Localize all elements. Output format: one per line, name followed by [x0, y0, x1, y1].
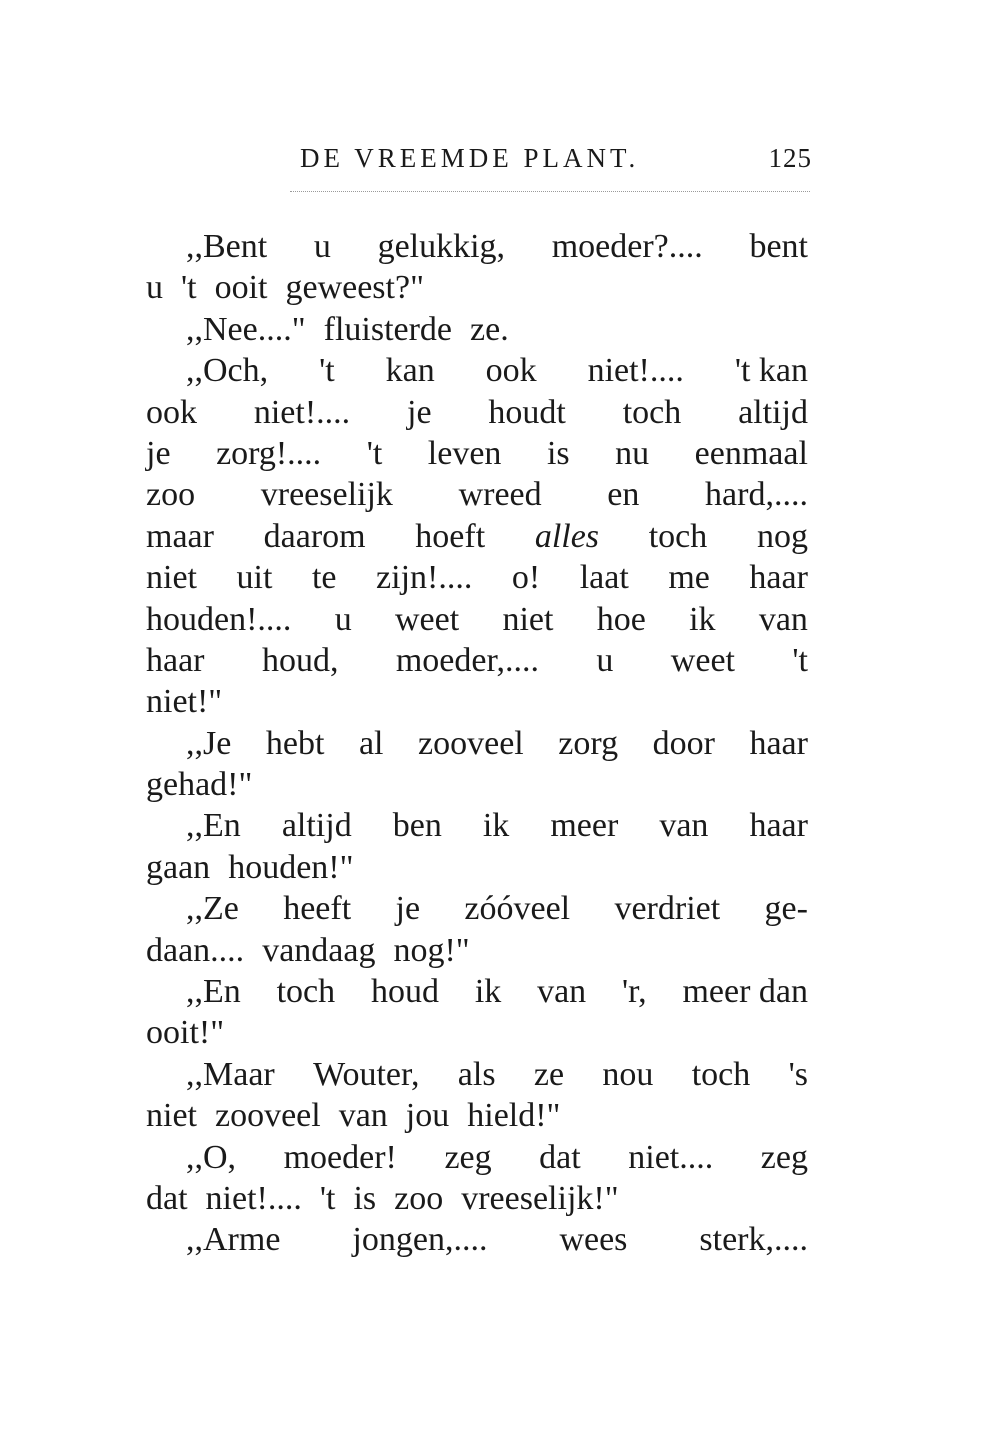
word: leven — [427, 434, 502, 472]
word: houdt — [488, 393, 566, 431]
word: zoo — [146, 476, 196, 514]
word: hard,.... — [705, 476, 808, 514]
word: o! — [511, 559, 541, 597]
word: is — [546, 434, 570, 472]
word: 'r, — [622, 973, 647, 1011]
word: niet!" — [146, 683, 223, 721]
body-text — [146, 226, 808, 1261]
word: vandaag — [262, 931, 376, 969]
word: u — [334, 600, 352, 638]
word: vreeselijk — [260, 476, 393, 514]
header-rule — [290, 191, 810, 192]
word: zooveel — [418, 724, 524, 762]
word: houden!" — [228, 848, 354, 886]
word: ze — [533, 1055, 565, 1093]
word: zóóveel — [464, 890, 571, 928]
word: hoeft — [415, 517, 486, 555]
word: u — [146, 269, 163, 307]
word: 't — [181, 269, 197, 307]
text-line — [146, 392, 808, 433]
word: alles — [534, 517, 600, 555]
word: ik — [482, 807, 510, 845]
word: ,,En — [186, 973, 241, 1011]
word: toch — [276, 973, 336, 1011]
word: zorg — [558, 724, 619, 762]
word: houd — [370, 973, 439, 1011]
word: ,,Ze — [186, 890, 239, 928]
word: en — [607, 476, 640, 514]
text-line — [146, 516, 808, 557]
word: hebt — [265, 724, 325, 762]
page-number: 125 — [768, 143, 812, 173]
word: van — [758, 600, 808, 638]
word: ooit!" — [146, 1014, 225, 1052]
word: meer dan — [682, 973, 808, 1011]
word: uit — [236, 559, 273, 597]
word: daan.... — [146, 931, 245, 969]
word: ben — [392, 807, 442, 845]
word: gehad!" — [146, 766, 253, 804]
word: ,,O, — [186, 1138, 237, 1176]
word: dat — [146, 1179, 188, 1217]
word: door — [652, 724, 715, 762]
word: nu — [615, 434, 650, 472]
word: ge- — [764, 890, 808, 928]
word: 't kan — [734, 352, 808, 390]
text-line — [146, 557, 808, 598]
word: toch — [691, 1055, 751, 1093]
text-line — [146, 599, 808, 640]
word: nog!" — [393, 931, 470, 969]
word: haar — [749, 724, 808, 762]
text-line — [146, 1054, 808, 1095]
word: ,,Och, — [186, 352, 269, 390]
word: 't — [319, 352, 335, 390]
word: gelukkig, — [377, 228, 506, 265]
word: me — [668, 559, 710, 597]
word: ooit — [214, 269, 268, 307]
word: van — [537, 973, 587, 1011]
text-line — [146, 1095, 808, 1136]
text-line — [146, 847, 808, 888]
word: ze. — [470, 310, 509, 348]
word: ook — [485, 352, 537, 390]
word: is — [353, 1179, 377, 1217]
word: ,,Arme — [186, 1221, 281, 1259]
word: je — [407, 393, 432, 431]
text-line — [146, 640, 808, 681]
word: zijn!.... — [376, 559, 473, 597]
word: altijd — [281, 807, 352, 845]
word: toch — [622, 393, 682, 431]
word: houden!.... — [146, 600, 292, 638]
word: je — [146, 434, 171, 472]
word: ,,En — [186, 807, 241, 845]
word: niet — [146, 1097, 197, 1135]
word: zoo — [394, 1179, 444, 1217]
text-line — [146, 350, 808, 391]
word: niet — [502, 600, 554, 638]
word: daarom — [263, 517, 366, 555]
word: haar — [749, 807, 808, 845]
text-line — [146, 1219, 808, 1260]
word: Wouter, — [313, 1055, 420, 1093]
word: toch — [648, 517, 708, 555]
text-line — [146, 805, 808, 846]
word: u — [313, 228, 331, 265]
word: moeder,.... — [395, 641, 539, 679]
word: verdriet — [614, 890, 721, 928]
text-line — [146, 226, 808, 267]
word: haar — [749, 559, 808, 597]
word: ,,Nee...." — [186, 310, 306, 348]
word: niet!.... — [253, 393, 351, 431]
word: moeder?.... — [551, 228, 703, 265]
word: eenmaal — [694, 434, 808, 472]
word: wees — [559, 1221, 628, 1259]
word: altijd — [738, 393, 808, 431]
word: gaan — [146, 848, 211, 886]
word: zeg — [760, 1138, 808, 1176]
word: zeg — [444, 1138, 492, 1176]
word: bent — [749, 228, 808, 265]
word: ,,Bent — [186, 228, 268, 265]
word: jongen,.... — [352, 1221, 488, 1259]
text-line — [146, 930, 808, 971]
word: ik — [689, 600, 716, 638]
word: haar — [146, 641, 205, 679]
word: je — [395, 890, 421, 928]
word: nou — [602, 1055, 654, 1093]
word: sterk,.... — [699, 1221, 808, 1259]
word: nog — [756, 517, 808, 555]
word: weet — [394, 600, 460, 638]
word: te — [311, 559, 337, 597]
word: weet — [670, 641, 735, 679]
word: laat — [579, 559, 629, 597]
text-line — [146, 433, 808, 474]
text-line — [146, 474, 808, 515]
word: meer — [550, 807, 619, 845]
word: van — [659, 807, 709, 845]
word: dat — [539, 1138, 581, 1176]
word: 's — [788, 1055, 808, 1093]
running-header — [300, 143, 812, 183]
running-title: DE VREEMDE PLANT. — [300, 143, 640, 173]
word: u — [596, 641, 614, 679]
word: niet!.... — [205, 1179, 302, 1217]
word: kan — [385, 352, 435, 390]
word: niet!.... — [587, 352, 684, 390]
word: niet — [146, 559, 197, 597]
text-line — [146, 267, 808, 308]
word: hoe — [596, 600, 646, 638]
word: hield!" — [467, 1097, 561, 1135]
word: ,,Maar — [186, 1055, 275, 1093]
text-line — [146, 764, 808, 805]
word: houd, — [261, 641, 339, 679]
text-line — [146, 971, 808, 1012]
word: 't — [366, 434, 383, 472]
text-line — [146, 1137, 808, 1178]
word: 't — [792, 641, 808, 679]
word: wreed — [458, 476, 542, 514]
text-line — [146, 681, 808, 722]
text-line — [146, 1012, 808, 1053]
word: fluisterde — [323, 310, 453, 348]
word: 't — [319, 1179, 336, 1217]
word: maar — [146, 517, 214, 555]
word: moeder! — [283, 1138, 397, 1176]
word: vreeselijk!" — [461, 1179, 619, 1217]
word: heeft — [283, 890, 352, 928]
word: zooveel — [214, 1097, 321, 1135]
word: ook — [146, 393, 197, 431]
word: van — [338, 1097, 388, 1135]
word: jou — [405, 1097, 450, 1135]
text-line — [146, 888, 808, 929]
text-line — [146, 723, 808, 764]
text-line — [146, 1178, 808, 1219]
text-line — [146, 309, 808, 350]
word: ik — [474, 973, 502, 1011]
word: al — [358, 724, 384, 762]
word: als — [457, 1055, 496, 1093]
word: zorg!.... — [216, 434, 322, 472]
word: ,,Je — [186, 724, 232, 762]
word: niet.... — [628, 1138, 714, 1176]
word: geweest?" — [285, 269, 424, 307]
